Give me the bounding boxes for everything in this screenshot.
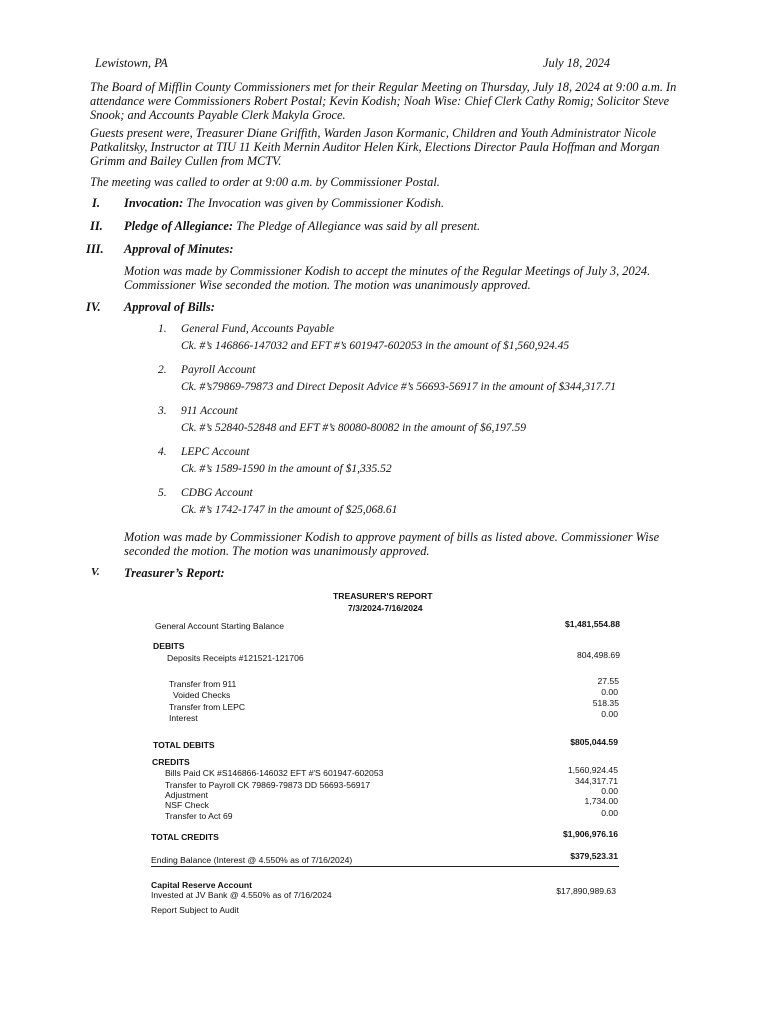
credit-line-label: Transfer to Payroll CK 79869-79873 DD 56693-56917 [165,780,371,790]
total-credits-value: $1,906,976.16 [563,829,618,839]
bill-item-account: General Fund, Accounts Payable [181,323,335,335]
deposits-label: Deposits Receipts #121521-121706 [167,653,304,663]
guests-paragraph: Guests present were, Treasurer Diane Griffith, Warden Jason Kormanic, Children and Youth Administrator Nicole Patkalitsky, Instructor at TIU 11 Keith Mernin Auditor Helen Kirk, Elections Director Paula Hoffman and Morgan Grimm and Bailey Cullen from MCTV. [90,126,660,168]
credit-line-value: 0.00 [601,808,618,818]
bill-item-detail: Ck. #’s 146866-147032 and EFT #’s 601947-602053 in the amount of $1,560,924.45 [181,340,570,352]
section-numeral-4: IV. [86,300,101,314]
debit-line-value: 27.55 [597,676,619,686]
credit-line-label: Transfer to Act 69 [165,811,233,821]
section-invocation [124,196,444,210]
section-numeral-3: III. [86,242,104,256]
section-title: Invocation: [124,196,184,210]
section-text: The Invocation was given by Commissioner Kodish. [186,196,445,210]
capital-reserve-label: Capital Reserve Account [151,880,252,890]
section-title-minutes: Approval of Minutes: [124,242,234,256]
meeting-location: Lewistown, PA [95,56,168,70]
bill-item-detail: Ck. #’s 1589-1590 in the amount of $1,335.52 [181,463,392,475]
meeting-date: July 18, 2024 [543,56,611,70]
starting-balance-value: $1,481,554.88 [565,619,620,629]
total-debits-label: TOTAL DEBITS [153,740,215,750]
section-title: Pledge of Allegiance: [124,219,233,233]
bill-item-number: 1. [158,323,167,335]
bill-item-number: 3. [158,405,167,417]
bills-motion: Motion was made by Commissioner Kodish to approve payment of bills as listed above. Commissioner Wise seconded the motion. The motion was unanimously approved. [124,530,660,558]
bill-item-detail: Ck. #’s 1742-1747 in the amount of $25,068.61 [181,504,398,516]
debit-line-label: Transfer from 911 [169,679,237,689]
call-to-order: The meeting was called to order at 9:00 a.m. by Commissioner Postal. [90,175,440,189]
bill-item-number: 2. [158,364,167,376]
debit-line-value: 0.00 [601,709,618,719]
bill-item-detail: Ck. #’s79869-79873 and Direct Deposit Advice #’s 56693-56917 in the amount of $344,317.71 [181,381,616,393]
section-text: The Pledge of Allegiance was said by all present. [236,219,481,233]
credit-line-label: Adjustment [165,790,208,800]
debit-line-value: 0.00 [601,687,618,697]
total-credits-label: TOTAL CREDITS [151,832,219,842]
section-numeral-5: V. [91,566,100,578]
credits-heading: CREDITS [152,757,190,767]
ending-balance-label: Ending Balance (Interest @ 4.550% as of 7/16/2024) [151,855,353,865]
audit-note: Report Subject to Audit [151,905,239,915]
capital-invested-text: Invested at JV Bank @ 4.550% as of 7/16/2024 [151,890,332,900]
credit-line-value: 0.00 [601,786,618,796]
debit-line-label: Transfer from LEPC [169,702,246,712]
bill-item-account: 911 Account [181,405,238,417]
section-pledge [124,219,480,233]
starting-balance-label: General Account Starting Balance [155,621,284,631]
bill-item-number: 5. [158,487,167,499]
bill-item-account: Payroll Account [181,364,256,376]
ending-balance-value: $379,523.31 [570,851,618,861]
total-debits-value: $805,044.59 [570,737,618,747]
section-numeral-1: I. [92,196,100,210]
debit-line-value: 518.35 [592,698,619,708]
credit-line-label: NSF Check [165,800,209,810]
capital-reserve-value: $17,890,989.63 [556,886,616,896]
credit-line-value: 344,317.71 [574,776,618,786]
deposits-value: 804,498.69 [576,650,620,660]
report-title: TREASURER'S REPORT [333,591,433,601]
debits-heading: DEBITS [153,641,185,651]
bill-item-account: LEPC Account [181,446,250,458]
bill-item-detail: Ck. #’s 52840-52848 and EFT #’s 80080-80082 in the amount of $6,197.59 [181,422,527,434]
section-title-treasurer: Treasurer’s Report: [124,566,225,580]
section-numeral-2: II. [90,219,103,233]
credit-line-value: 1,734.00 [584,796,618,806]
debit-line-label: Interest [169,713,198,723]
ending-balance-rule [151,866,619,867]
bill-item-number: 4. [158,446,167,458]
debit-line-label: Voided Checks [173,690,231,700]
bill-item-account: CDBG Account [181,487,253,499]
credit-line-value: 1,560,924.45 [567,765,618,775]
report-period: 7/3/2024-7/16/2024 [348,603,423,613]
credit-line-label: Bills Paid CK #S146866-146032 EFT #'S 601947-602053 [165,768,384,778]
minutes-motion: Motion was made by Commissioner Kodish to accept the minutes of the Regular Meetings of July 3, 2024. Commissioner Wise seconded the motion. The motion was unanimously approved. [124,264,651,292]
section-title-bills: Approval of Bills: [124,300,215,314]
attendance-paragraph: The Board of Mifflin County Commissioners met for their Regular Meeting on Thursday, July 18, 2024 at 9:00 a.m. In attendance were Commissioners Robert Postal; Kevin Kodish; Noah Wise: Chief Clerk Cathy Romig; Solicitor Steve Snook; and Accounts Payable Clerk Makyla Groce. [90,80,677,122]
